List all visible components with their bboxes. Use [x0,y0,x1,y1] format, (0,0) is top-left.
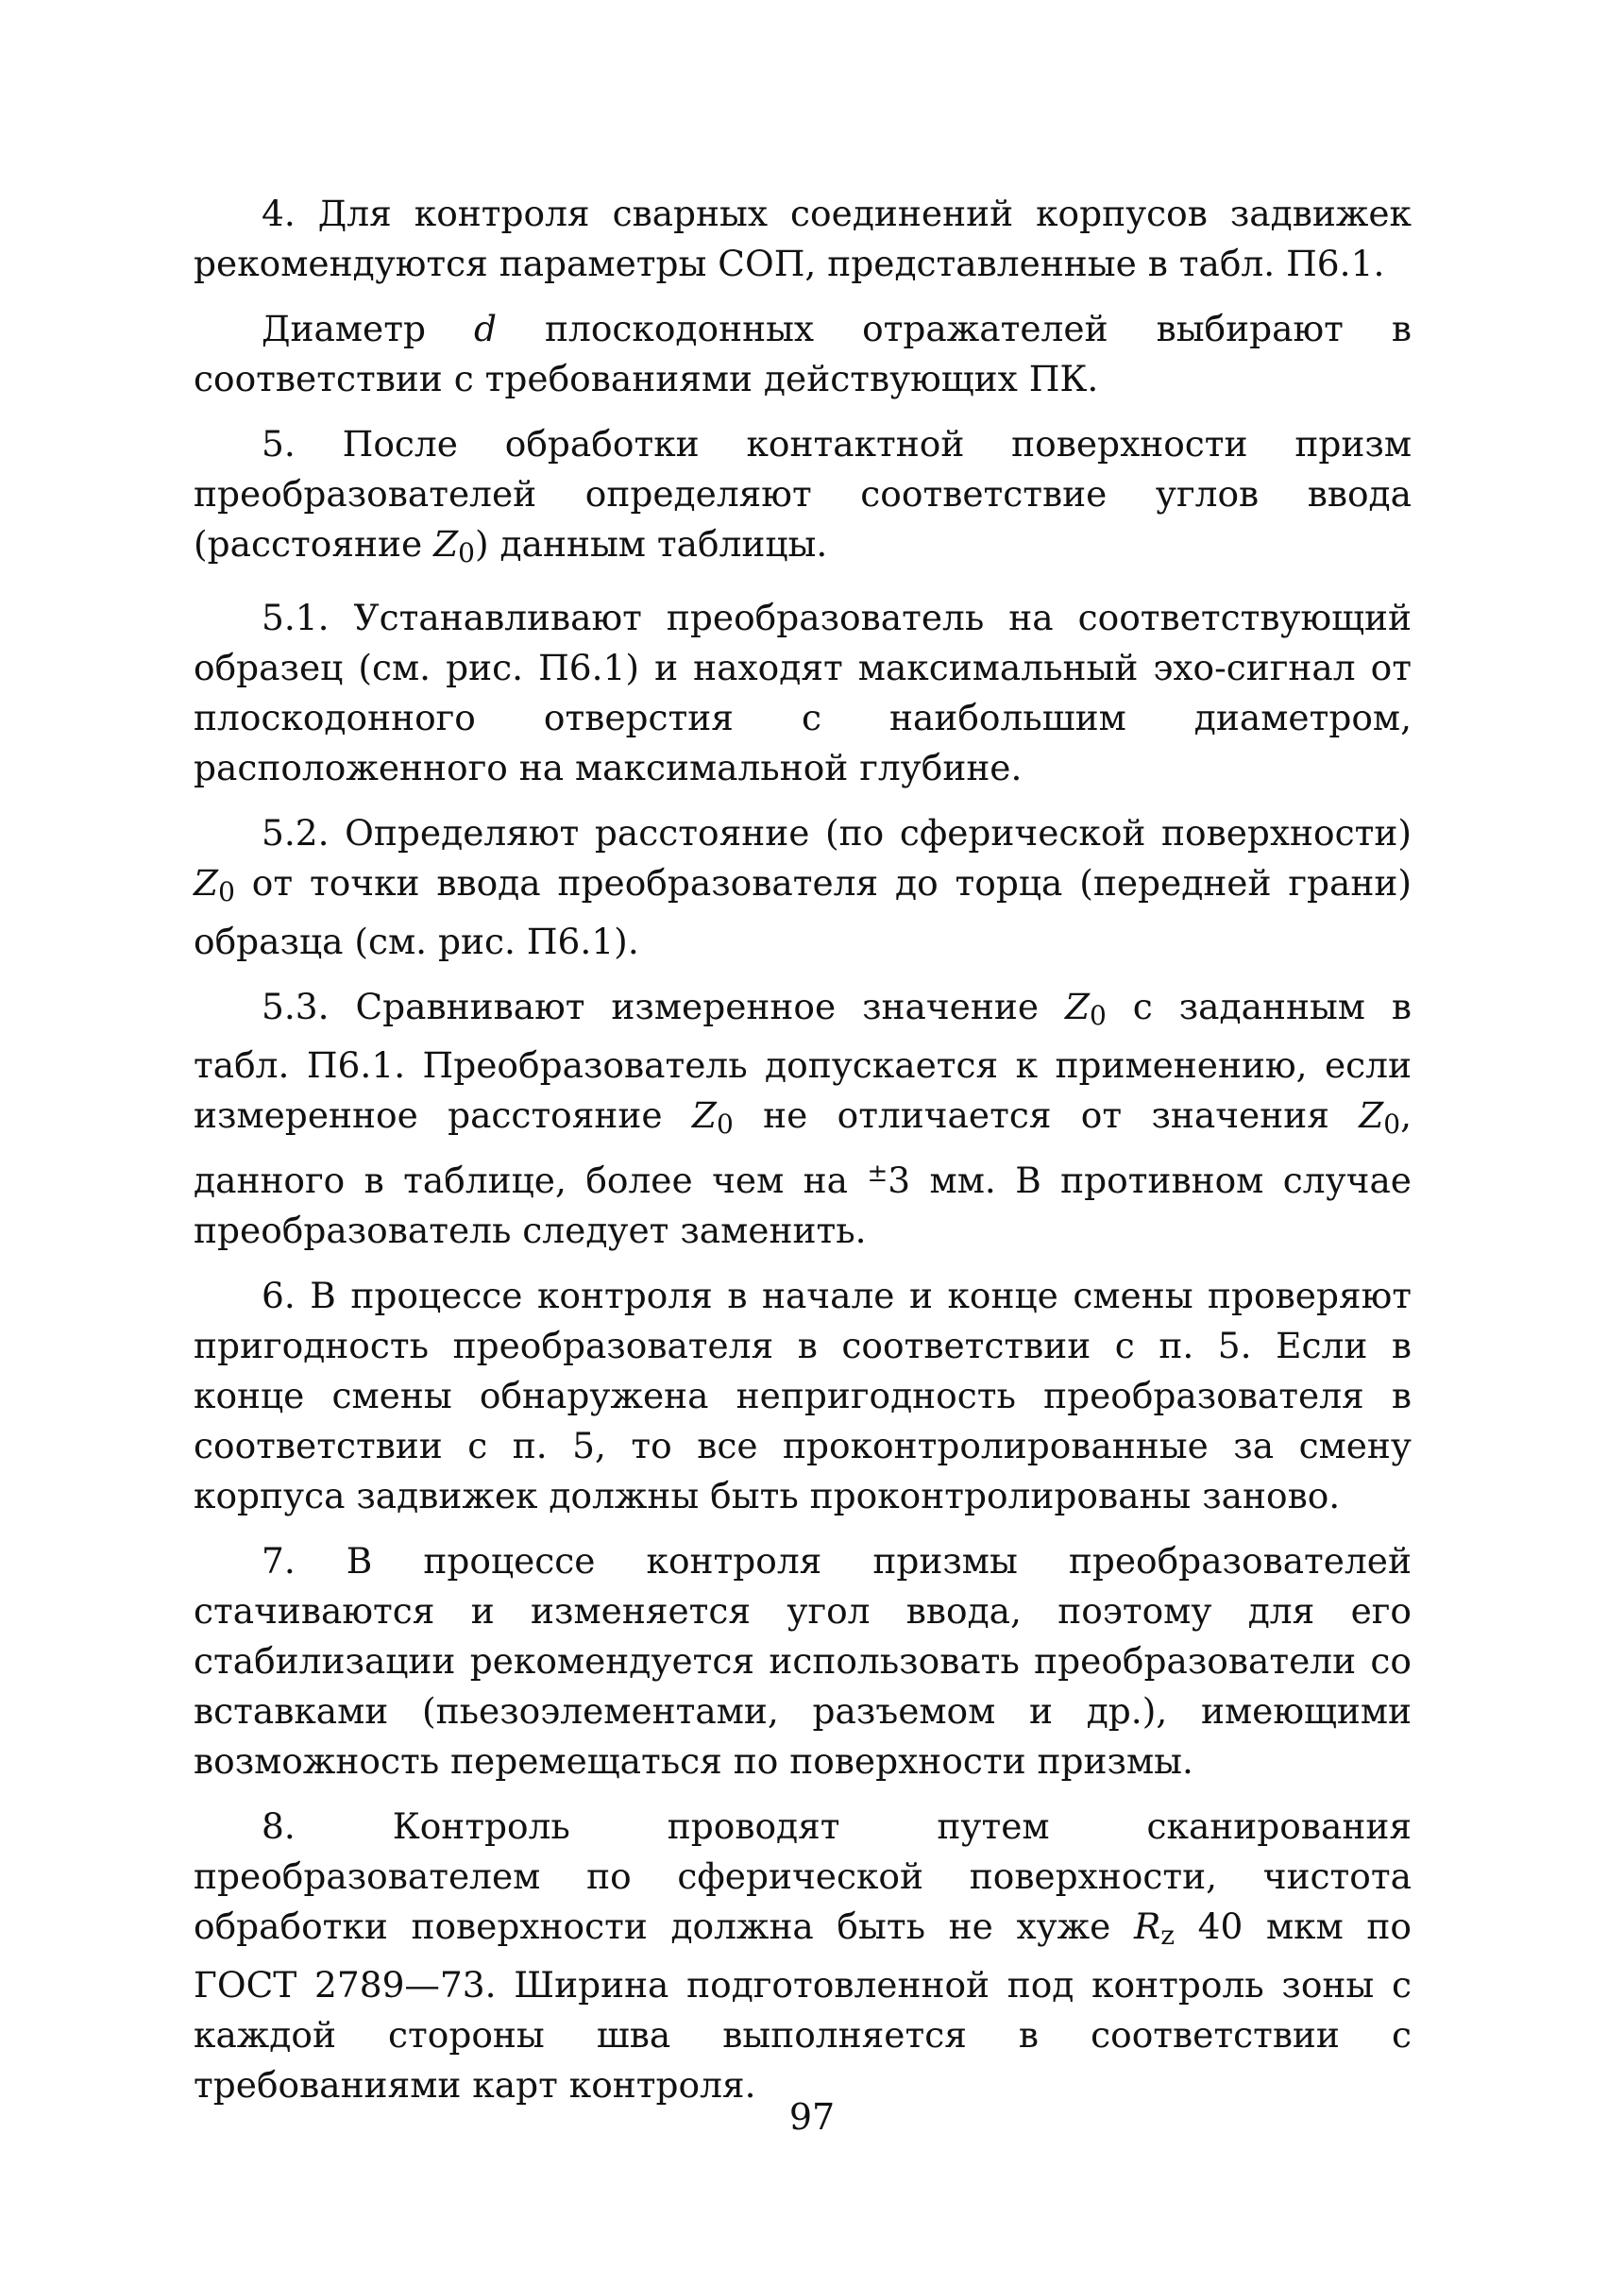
text-segment: 40 мкм по ГОСТ 2789—73. Ширина подготовленной под контроль зоны с каждой стороны шва выполняется в соответствии с требованиями карт контроля. [194,1905,1412,2106]
subscript: 0 [458,537,475,568]
page-number: 97 [788,2096,836,2138]
paragraph [194,1802,1412,2110]
text-segment: 7. В процессе контроля призмы преобразователей стачиваются и изменяется угол ввода, поэтому для его стабилизации рекомендуется использовать преобразователи со вставками (пьезоэлементами, разъемом и др.), имеющими возможность перемещаться по поверхности призмы. [194,1540,1412,1782]
variable: R [1134,1905,1161,1947]
text-segment: 5.1. Устанавливают преобразователь на соответствующий образец (см. рис. П6.1) и находят максимальный эхо-сигнал от плоскодонного отверстия с наибольшим диаметром, расположенного на максимальной глубине. [194,597,1412,788]
paragraph [194,304,1412,404]
text-segment: 4. Для контроля сварных соединений корпусов задвижек рекомендуются параметры СОП, представленные в табл. П6.1. [194,193,1412,284]
variable: Z [1359,1094,1384,1136]
variable: d [473,308,497,349]
text-segment: , данного в таблице, более чем на [194,1094,1412,1201]
text-segment: не отличается от значения [733,1094,1360,1136]
text-segment: 5. После обработки контактной поверхности призм преобразователей определяют соответствие углов ввода (расстояние [194,423,1412,565]
text-segment: Диаметр [262,308,474,349]
text-segment: 5.3. Сравнивают измеренное значение [262,986,1065,1027]
paragraph [194,808,1412,967]
text-segment: ) данным таблицы. [474,523,828,565]
text-segment: 3 мм. В противном случае преобразователь следует заменить. [194,1160,1412,1251]
text-segment: 6. В процессе контроля в начале и конце смены проверяют пригодность преобразователя в соответствии с п. 5. Если в конце смены обнаружена непригодность преобразователя в соответствии с п. 5, то все проконтролированные за смену корпуса задвижек должны быть проконтролированы заново. [194,1275,1412,1516]
superscript: ± [867,1160,888,1188]
text-segment: от точки ввода преобразователя до торца (передней грани) образца (см. рис. П6.1). [194,862,1412,962]
paragraph [194,1271,1412,1521]
text-segment: 5.2. Определяют расстояние (по сферической поверхности) [262,812,1412,854]
subscript: 0 [716,1109,734,1140]
subscript: z [1160,1920,1176,1951]
subscript: 0 [1090,1000,1107,1031]
subscript: 0 [218,876,235,907]
paragraph [194,1536,1412,1786]
variable: Z [433,523,459,565]
variable: Z [194,862,219,904]
text-segment: с заданным в табл. П6.1. Преобразователь допускается к применению, если измеренное расстояние [194,986,1412,1136]
paragraph [194,189,1412,289]
variable: Z [1064,986,1091,1027]
paragraph [194,419,1412,578]
paragraph [194,593,1412,793]
variable: Z [691,1094,717,1136]
text-segment: плоскодонных отражателей выбирают в соответствии с требованиями действующих ПК. [194,308,1412,399]
page-body [194,189,1412,2125]
paragraph [194,982,1412,1256]
subscript: 0 [1383,1109,1401,1140]
text-segment: 8. Контроль проводят путем сканирования преобразователем по сферической поверхности, чистота обработки поверхности должна быть не хуже [194,1805,1412,1947]
